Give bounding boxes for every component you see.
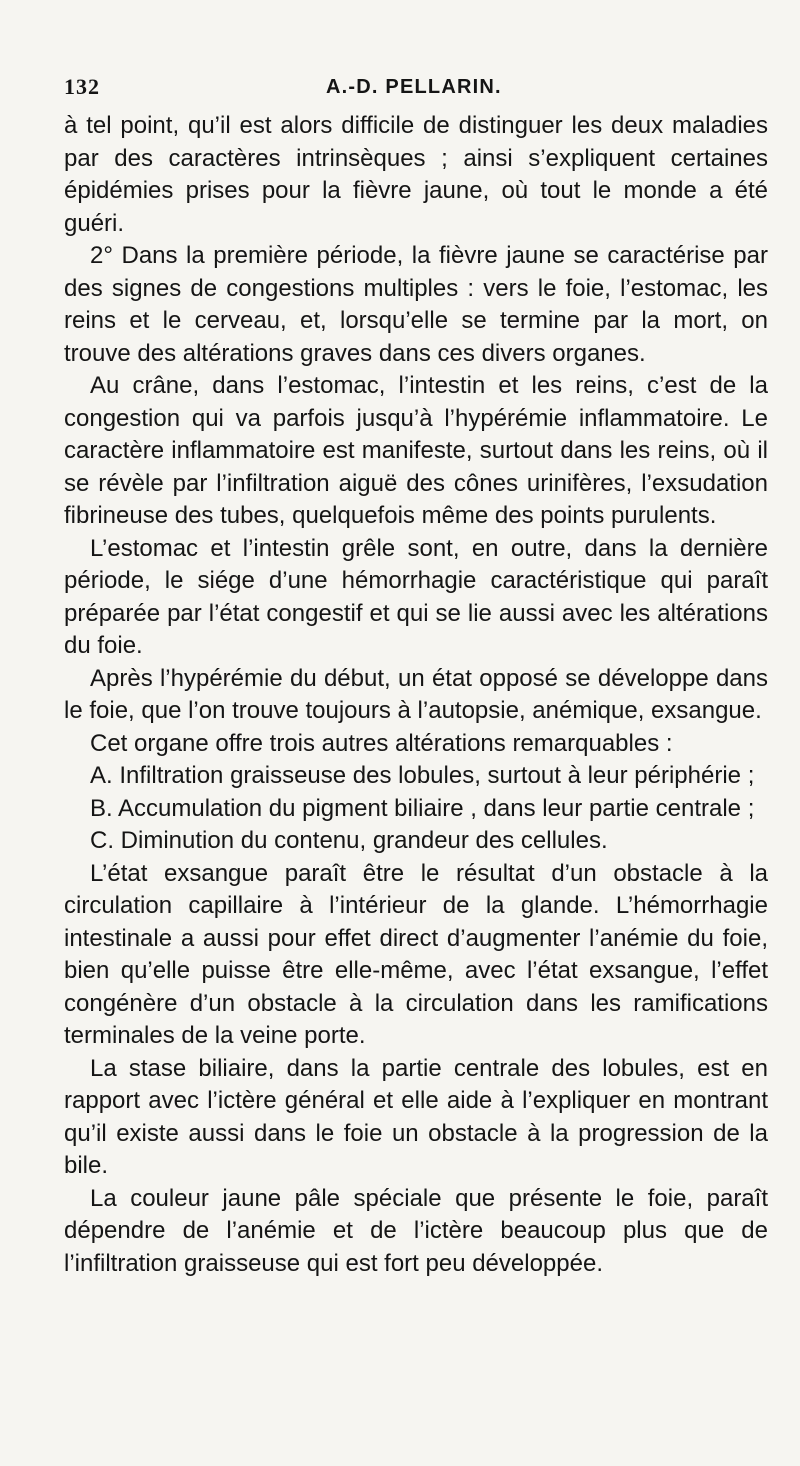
paragraph-point-2: 2° Dans la première période, la fièvre jaune se caractérise par des signes de congestions multiples : vers le foie, l’estomac, les reins et le cerveau, et, lorsqu’elle se termine par la mort, on trouve des altérations graves dans ces divers organes. <box>64 242 768 367</box>
paragraph-alterations-intro: Cet organe offre trois autres altérations remarquables : <box>90 729 673 757</box>
page-number: 132 <box>64 74 100 99</box>
paragraph-etat-exsangue: L’état exsangue paraît être le résultat d’un obstacle à la circulation capillaire à l’intérieur de la glande. L’hémorrhagie intestinale a aussi pour effet direct d’augmenter l’anémie du foie, bien qu’elle puisse être elle-même, avec l’état exsangue, l’effet congénère d’un obstacle à la circulation dans les ramifications terminales de la veine porte. <box>64 859 768 1049</box>
list-item-b: B. Accumulation du pigment biliaire , dans leur partie centrale ; <box>90 794 755 822</box>
running-head: A.-D. PELLARIN. <box>326 76 502 98</box>
paragraph-crane: Au crâne, dans l’estomac, l’intestin et les reins, c’est de la congestion qui va parfois jusqu’à l’hypérémie inflammatoire. Le caractère inflammatoire est manifeste, surtout dans les reins, où il se révèle par l’infiltration aiguë des cônes urinifères, l’exsudation fibrineuse des tubes, quelquefois même des points purulents. <box>64 372 768 529</box>
list-item-a: A. Infiltration graisseuse des lobules, surtout à leur périphérie ; <box>90 762 755 789</box>
paragraph-estomac: L’estomac et l’intestin grêle sont, en outre, dans la dernière période, le siége d’une hémorrhagie caractéristique qui paraît préparée par l’état congestif et qui se lie aussi avec les altérations du foie. <box>64 534 768 659</box>
list-item-c: C. Diminution du contenu, grandeur des cellules. <box>90 827 608 854</box>
paragraph-hyperemie: Après l’hypérémie du début, un état opposé se développe dans le foie, que l’on trouve toujours à l’autopsie, anémique, exsangue. <box>64 664 768 724</box>
paragraph-continuation: à tel point, qu’il est alors difficile de distinguer les deux maladies par des caractères intrinsèques ; ainsi s’expliquent certaines épidémies prises pour la fièvre jaune, où tout le monde a été guéri. <box>64 112 768 237</box>
paragraph-couleur-jaune: La couleur jaune pâle spéciale que présente le foie, paraît dépendre de l’anémie et de l’ictère beaucoup plus que de l’infiltration graisseuse qui est fort peu développée. <box>64 1184 768 1277</box>
body-text <box>64 110 768 1280</box>
paragraph-stase-biliaire: La stase biliaire, dans la partie centrale des lobules, est en rapport avec l’ictère général et elle aide à l’expliquer en montrant qu’il existe aussi dans le foie un obstacle à la progression de la bile. <box>64 1054 768 1179</box>
page-header <box>64 70 764 106</box>
